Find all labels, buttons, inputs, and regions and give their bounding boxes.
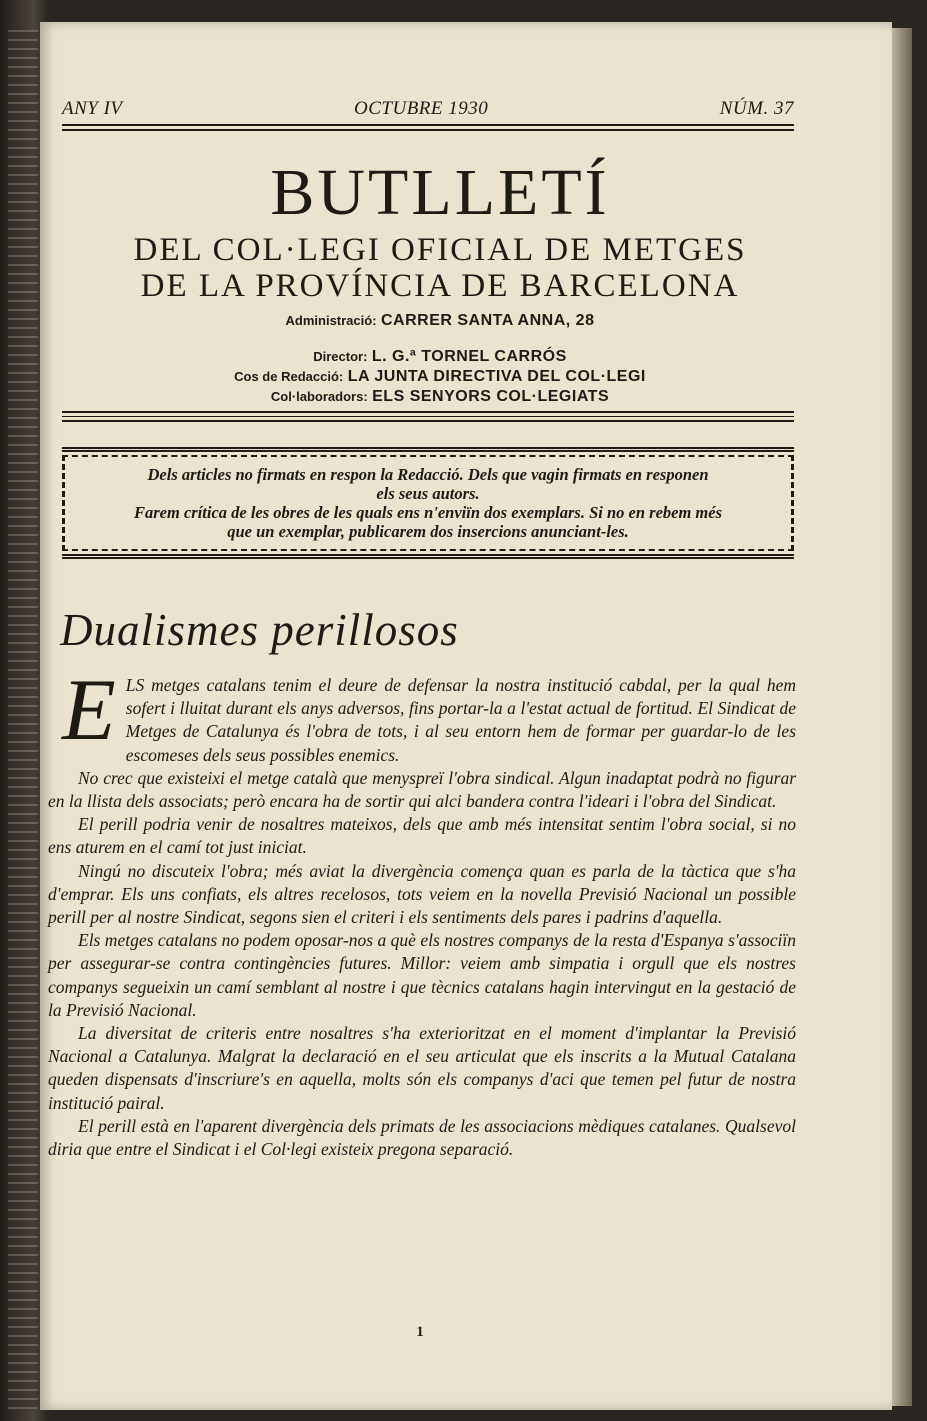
collaborators-label: Col·laboradors: — [270, 389, 368, 404]
notice-line: que un exemplar, publicarem dos insercions anunciant-les. — [227, 522, 629, 541]
publication-subtitle-1: DEL COL·LEGI OFICIAL DE METGES — [133, 232, 747, 268]
editorial-value: LA JUNTA DIRECTIVA DEL COL·LEGI — [347, 368, 646, 385]
issue-header — [62, 98, 794, 120]
editorial-line — [40, 368, 840, 386]
director-label: Director: — [313, 349, 368, 364]
notice-line: Farem crítica de les obres de les quals ens n'enviïn dos exemplars. Si no en rebem més — [133, 503, 723, 522]
administration-address: CARRER SANTA ANNA, 28 — [380, 312, 595, 329]
page-number: 1 — [416, 1324, 424, 1340]
issue-date: OCTUBRE 1930 — [354, 98, 489, 119]
article-paragraph: Els metges catalans no podem oposar-nos a què els nostres companys de la resta d'Espanya s'associïn per assegurar-se contra contingències futures. Millor: veiem amb simpatia i orgull que els nostres companys segueixin un camí semblant al nostre i que tècnics catalans hagin intervingut en la gestació de la Previsió Nacional. — [48, 930, 796, 1020]
director-name: L. G.ª TORNEL CARRÓS — [371, 348, 567, 365]
collaborators-line — [40, 388, 840, 406]
masthead-rule-3 — [62, 420, 794, 422]
masthead-rule-1 — [62, 411, 794, 413]
collaborators-value: ELS SENYORS COL·LEGIATS — [372, 388, 610, 405]
issue-year: ANY IV — [62, 98, 123, 119]
article-paragraph: El perill podria venir de nosaltres mateixos, dels que amb més intensitat sentim l'obra social, si no ens aturem en el camí tot just iniciat. — [48, 814, 796, 858]
article-paragraph: La diversitat de criteris entre nosaltres s'ha exterioritzat en el moment d'implantar la Previsió Nacional a Catalunya. Malgrat la declaració en el seu articulat que els inscrits a la Mutual Catalana queden dispensats d'inscriure's en aquella, molts són els companys d'aci que temen pel futur de nostra institució pairal. — [48, 1023, 796, 1113]
director-line — [40, 348, 840, 366]
editorial-label: Cos de Redacció: — [234, 369, 344, 384]
article-body — [48, 662, 796, 1161]
page-edge — [892, 28, 912, 1406]
article-paragraph: El perill està en l'aparent divergència dels primats de les associacions mèdiques catalanes. Qualsevol diria que entre el Sindicat i el Col·legi existeix pregona separació. — [48, 1115, 796, 1160]
notice-line: els seus autors. — [376, 484, 480, 503]
article-paragraph: No crec que existeixi el metge català que menyspreï l'obra sindical. Algun inadaptat podrà no figurar en la llista dels associats; però encara ha de sortir qui alci bandera contra l'ideari i l'obra del Sindicat. — [48, 767, 796, 812]
paragraph-text: LS metges catalans tenim el deure de defensar la nostra institució cabdal, per la qual hem sofert i lluitat durant els anys adversos, fins portar-la a l'estat actual de fortitud. El Sindicat de Metges de Catalunya és l'obra de tots, i al seu entorn hem de formar per guardar-lo de les escomeses dels seus possibles enemics. — [125, 675, 796, 765]
article-paragraph — [48, 662, 796, 767]
administration-line — [40, 312, 840, 330]
header-rule-top — [62, 124, 794, 126]
publication-title: BUTLLETÍ — [270, 156, 610, 229]
spine-binding — [8, 30, 38, 1410]
article-paragraph: Ningú no discuteix l'obra; més aviat la divergència comença quan es parla de la tàctica que s'ha d'emprar. Els uns confiats, els altres recelosos, tots veiem en la novella Previsió Nacional un possible perill per al nostre Sindicat, segons sien el criteri i els sentiments dels pares i padrins d'aquella. — [48, 860, 796, 928]
issue-number: NÚM. 37 — [719, 98, 794, 119]
header-rule-bottom — [62, 129, 794, 131]
administration-label: Administració: — [285, 313, 377, 328]
editorial-notice-text — [62, 455, 794, 551]
editorial-notice-box — [62, 447, 794, 559]
notice-line: Dels articles no firmats en respon la Redacció. Dels que vagin firmats en responen — [147, 465, 709, 484]
document-page — [40, 22, 892, 1410]
masthead-rule-2 — [62, 416, 794, 417]
drop-cap: E — [62, 662, 116, 759]
article-title: Dualismes perillosos — [60, 605, 459, 655]
publication-subtitle-2: DE LA PROVÍNCIA DE BARCELONA — [140, 268, 740, 304]
